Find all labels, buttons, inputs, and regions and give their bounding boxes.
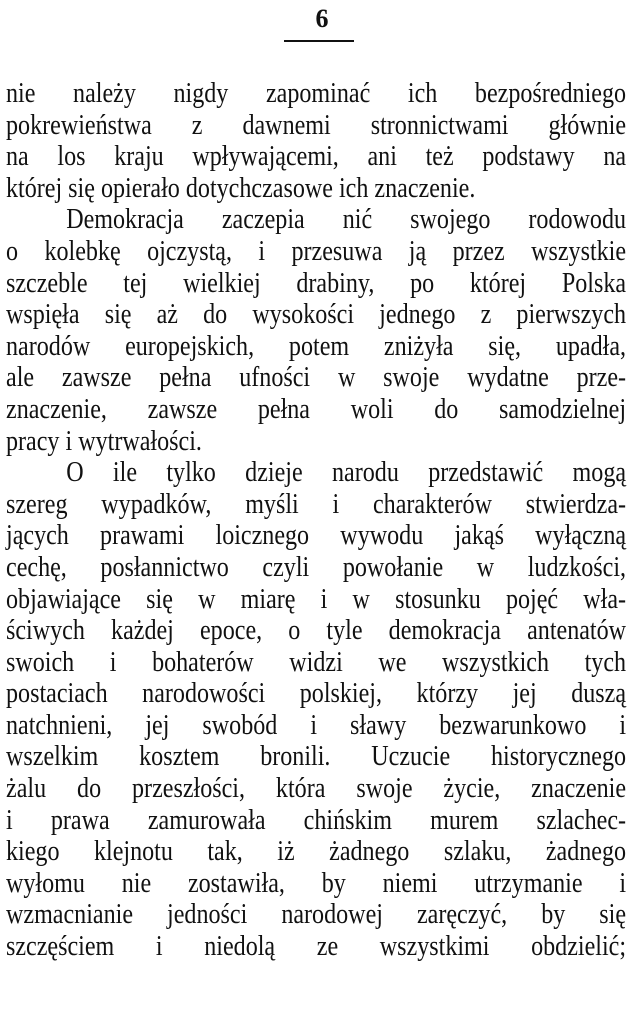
- text-line: Demokracja zaczepia nić swojego rodowodu: [66, 204, 627, 236]
- text-line: nie należy nigdy zapominać ich bezpośredniego: [6, 78, 627, 109]
- text-line: O ile tylko dzieje narodu przedstawić mogą: [66, 457, 627, 489]
- text-line: żalu do przeszłości, która swoje życie, znaczenie: [6, 773, 627, 805]
- text-line: znaczenie, zawsze pełna woli do samodzielnej: [6, 393, 627, 425]
- text-line: wspięła się aż do wysokości jednego z pierwszych: [6, 299, 627, 331]
- text-line: postaciach narodowości polskiej, którzy jej duszą: [6, 678, 627, 710]
- text-line: objawiające się w miarę i w stosunku pojęć wła-: [6, 583, 627, 615]
- text-line: o kolebkę ojczystą, i przesuwa ją przez wszystkie: [6, 235, 627, 267]
- text-line: pokrewieństwa z dawnemi stronnictwami głównie: [6, 109, 627, 141]
- page-number-rule: [284, 40, 354, 42]
- text-line: cechę, posłannictwo czyli powołanie w ludzkości,: [6, 551, 627, 583]
- text-line: której się opierało dotychczasowe ich znaczenie.: [6, 172, 476, 204]
- text-line: ściwych każdej epoce, o tyle demokracja antenatów: [6, 615, 627, 647]
- text-line: natchnieni, jej swobód i sławy bezwarunkowo i: [6, 709, 627, 741]
- text-line: szereg wypadków, myśli i charakterów stwierdza-: [6, 488, 627, 520]
- text-line: i prawa zamurowała chińskim murem szlachec-: [6, 804, 627, 836]
- text-line: wyłomu nie zostawiła, by niemi utrzymanie i: [6, 867, 627, 899]
- text-line: szczęściem i niedolą ze wszystkimi obdzielić;: [6, 931, 627, 963]
- text-line: na los kraju wpływającemi, ani też podstawy na: [6, 141, 627, 173]
- page-number: 6: [315, 4, 329, 33]
- text-line: szczeble tej wielkiej drabiny, po której Polska: [6, 267, 627, 299]
- text-line: ale zawsze pełna ufności w swoje wydatne prze-: [6, 362, 627, 394]
- body-text: [6, 78, 626, 963]
- text-line: jących prawami loicznego wywodu jakąś wyłączną: [6, 520, 627, 552]
- text-line: pracy i wytrwałości.: [6, 425, 202, 457]
- text-line: kiego klejnotu tak, iż żadnego szlaku, żadnego: [6, 836, 627, 868]
- text-line: narodów europejskich, potem zniżyła się, upadła,: [6, 330, 627, 362]
- text-line: swoich i bohaterów widzi we wszystkich tych: [6, 646, 627, 678]
- text-line: wszelkim kosztem bronili. Uczucie historycznego: [6, 741, 627, 773]
- text-line: wzmacnianie jedności narodowej zaręczyć, by się: [6, 899, 627, 931]
